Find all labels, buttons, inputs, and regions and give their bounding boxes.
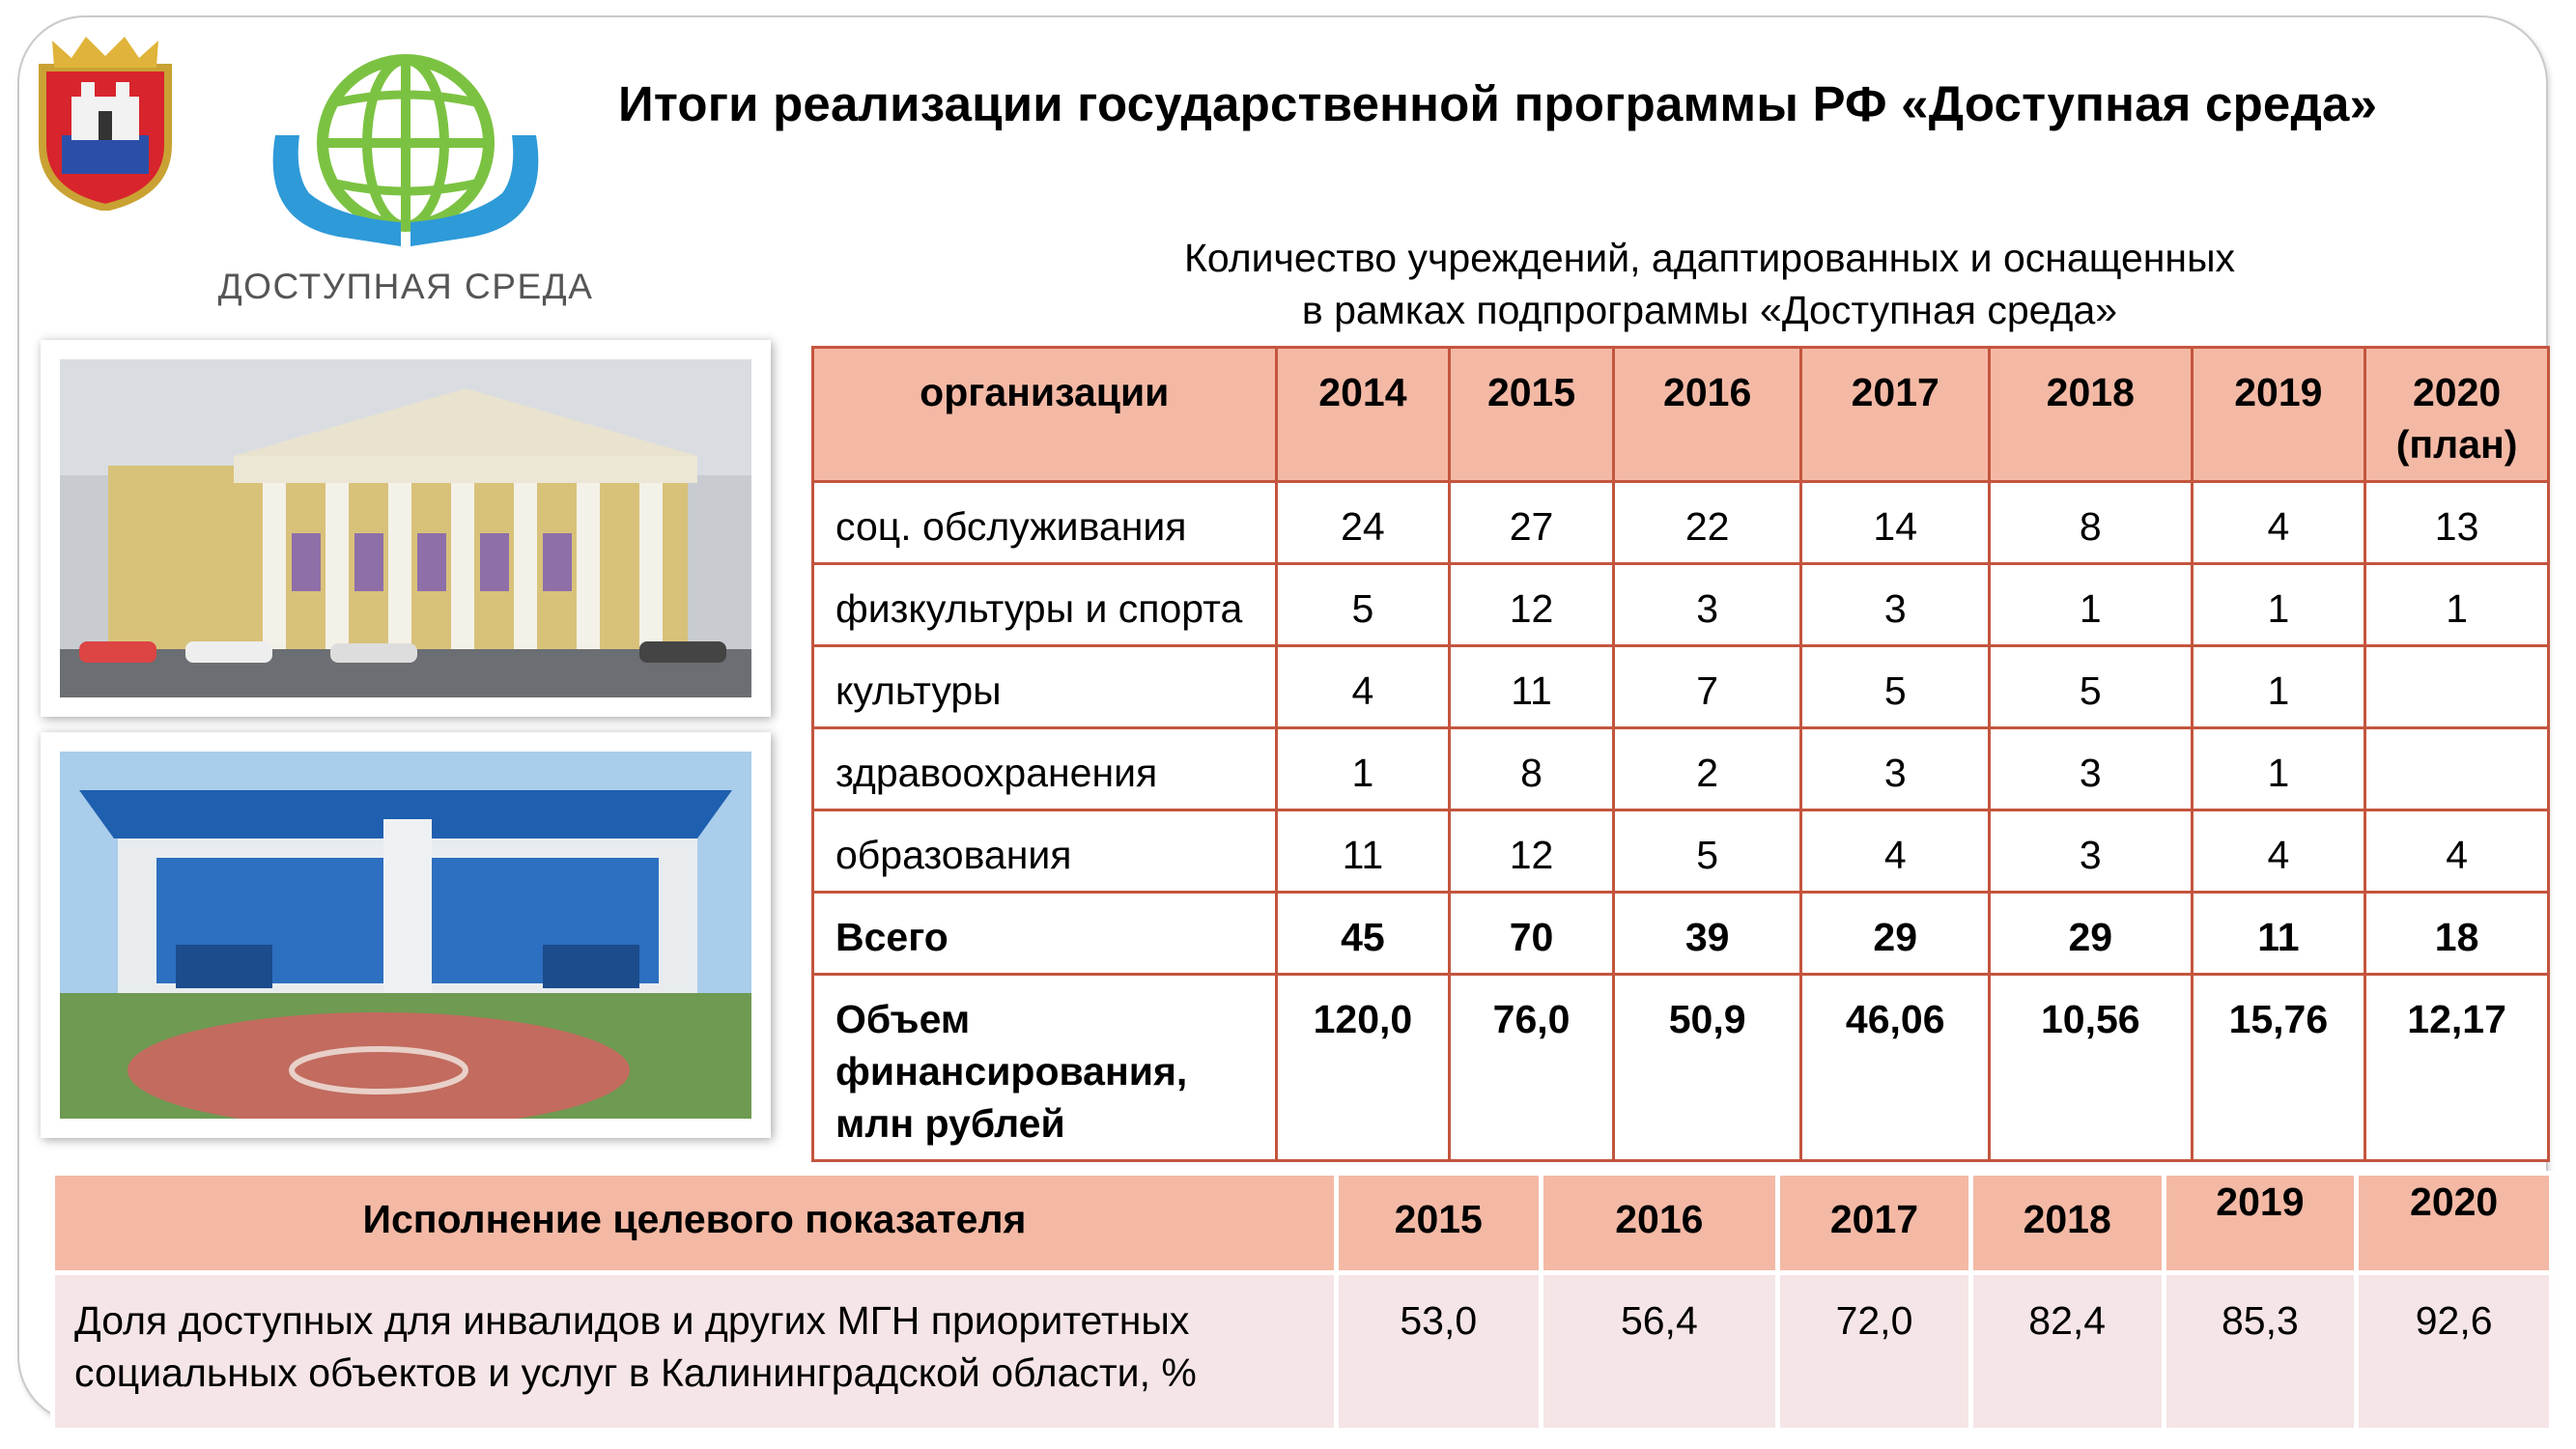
header-2015: 2015 (1336, 1174, 1541, 1273)
target-label: Доля доступных для инвалидов и других МГН приоритетных социальных объектов и услуг в Калининградской области, % (53, 1273, 1337, 1431)
cell: 12 (1450, 810, 1614, 893)
cell: 11 (1276, 810, 1450, 893)
header-2016: 2016 (1541, 1174, 1778, 1273)
target-header-row (53, 1174, 2552, 1273)
cell: 4 (2365, 810, 2549, 893)
cell: 13 (2365, 482, 2549, 564)
header-organizations: организации (813, 348, 1277, 482)
target-row (53, 1273, 2552, 1431)
cell: 5 (1613, 810, 1801, 893)
cell: 18 (2365, 893, 2549, 975)
header-2017: 2017 (1801, 348, 1990, 482)
cell: 92,6 (2357, 1273, 2552, 1431)
header-2020: 2020 (2357, 1174, 2552, 1273)
table-row (813, 728, 2549, 810)
table-row (813, 482, 2549, 564)
header-2014: 2014 (1276, 348, 1450, 482)
header-2019: 2019 (2164, 1174, 2357, 1273)
cell: 76,0 (1450, 975, 1614, 1161)
cell: 3 (1990, 810, 2193, 893)
row-label: Объем финансирования, млн рублей (813, 975, 1277, 1161)
cell: 27 (1450, 482, 1614, 564)
cell: 46,06 (1801, 975, 1990, 1161)
coat-of-arms-icon (33, 29, 178, 211)
cell: 24 (1276, 482, 1450, 564)
subtitle-line-1: Количество учреждений, адаптированных и оснащенных (1183, 236, 2236, 280)
cell: 1 (2192, 564, 2365, 646)
cell: 56,4 (1541, 1273, 1778, 1431)
header-2017: 2017 (1778, 1174, 1971, 1273)
cell: 5 (1801, 646, 1990, 728)
row-label: образования (813, 810, 1277, 893)
cell: 45 (1276, 893, 1450, 975)
arena-building-image (60, 752, 751, 1119)
cell: 12,17 (2365, 975, 2549, 1161)
cell: 53,0 (1336, 1273, 1541, 1431)
cell: 11 (1450, 646, 1614, 728)
cell: 1 (2365, 564, 2549, 646)
target-indicator-table (50, 1171, 2554, 1433)
page-title: Итоги реализации государственной программы РФ «Доступная среда» (618, 76, 2378, 131)
logo-text: ДОСТУПНАЯ СРЕДА (217, 267, 594, 306)
cell: 2 (1613, 728, 1801, 810)
table-row-total (813, 893, 2549, 975)
cell: 29 (1990, 893, 2193, 975)
cell: 14 (1801, 482, 1990, 564)
photo-arena (41, 732, 771, 1138)
cell: 12 (1450, 564, 1614, 646)
row-label: культуры (813, 646, 1277, 728)
cell: 4 (2192, 482, 2365, 564)
row-label: физкультуры и спорта (813, 564, 1277, 646)
cell: 5 (1276, 564, 1450, 646)
cell: 8 (1450, 728, 1614, 810)
cell: 7 (1613, 646, 1801, 728)
header-2018: 2018 (1970, 1174, 2164, 1273)
cell: 3 (1990, 728, 2193, 810)
cell: 1 (1990, 564, 2193, 646)
cell: 50,9 (1613, 975, 1801, 1161)
cell: 4 (1276, 646, 1450, 728)
row-label: соц. обслуживания (813, 482, 1277, 564)
table-header-row (813, 348, 2549, 482)
cell: 70 (1450, 893, 1614, 975)
table-row (813, 564, 2549, 646)
header-2019: 2019 (2192, 348, 2365, 482)
cell: 10,56 (1990, 975, 2193, 1161)
row-label: Всего (813, 893, 1277, 975)
cell: 3 (1801, 728, 1990, 810)
table-row (813, 810, 2549, 893)
header-2016: 2016 (1613, 348, 1801, 482)
header-target-indicator: Исполнение целевого показателя (53, 1174, 1337, 1273)
cell: 1 (2192, 728, 2365, 810)
theater-building-image (60, 359, 751, 697)
row-label: здравоохранения (813, 728, 1277, 810)
table-row-funding (813, 975, 2549, 1161)
subtitle-line-2: в рамках подпрограммы «Доступная среда» (1301, 288, 2118, 332)
cell: 3 (1801, 564, 1990, 646)
cell: 82,4 (1970, 1273, 2164, 1431)
header-2018: 2018 (1990, 348, 2193, 482)
institutions-table (811, 346, 2550, 1162)
cell: 29 (1801, 893, 1990, 975)
cell: 1 (1276, 728, 1450, 810)
cell: 4 (1801, 810, 1990, 893)
cell: 85,3 (2164, 1273, 2357, 1431)
cell (2365, 728, 2549, 810)
cell: 8 (1990, 482, 2193, 564)
photo-theater (41, 340, 771, 717)
table-subtitle (1043, 232, 2376, 336)
header-2015: 2015 (1450, 348, 1614, 482)
cell: 1 (2192, 646, 2365, 728)
table-row (813, 646, 2549, 728)
cell: 22 (1613, 482, 1801, 564)
cell (2365, 646, 2549, 728)
cell: 5 (1990, 646, 2193, 728)
header-2020-plan: 2020 (план) (2365, 348, 2549, 482)
cell: 72,0 (1778, 1273, 1971, 1431)
cell: 120,0 (1276, 975, 1450, 1161)
cell: 15,76 (2192, 975, 2365, 1161)
cell: 39 (1613, 893, 1801, 975)
cell: 4 (2192, 810, 2365, 893)
cell: 11 (2192, 893, 2365, 975)
cell: 3 (1613, 564, 1801, 646)
